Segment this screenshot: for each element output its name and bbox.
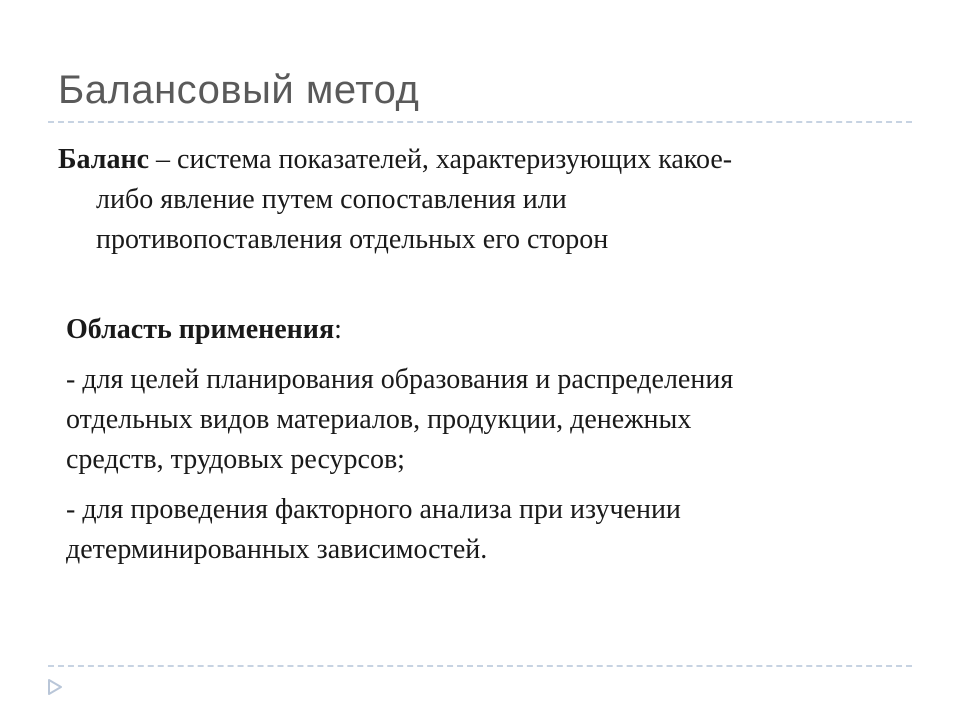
application-item-1-line-2: отдельных видов материалов, продукции, денежных bbox=[66, 404, 692, 435]
application-heading-text: Область применения bbox=[66, 314, 335, 345]
application-item-1 bbox=[66, 360, 916, 480]
application-item-1-line-1: - для целей планирования образования и распределения bbox=[66, 364, 734, 395]
application-item-1-line-3: средств, трудовых ресурсов; bbox=[66, 444, 405, 475]
application-item-2-line-2: детерминированных зависимостей. bbox=[66, 534, 488, 565]
title-divider bbox=[48, 121, 912, 123]
definition-paragraph bbox=[58, 140, 908, 260]
definition-term: Баланс bbox=[58, 144, 150, 175]
definition-line-1 bbox=[58, 144, 732, 175]
application-heading-colon: : bbox=[334, 314, 342, 345]
definition-line-2: либо явление путем сопоставления или bbox=[96, 184, 567, 215]
definition-line-3: противопоставления отдельных его сторон bbox=[96, 224, 609, 255]
application-heading bbox=[66, 310, 916, 350]
application-item-2-line-1: - для проведения факторного анализа при изучении bbox=[66, 494, 681, 525]
definition-text-1: – система показателей, характеризующих какое- bbox=[149, 144, 733, 175]
application-item-2 bbox=[66, 490, 916, 570]
slide-title: Балансовый метод bbox=[58, 68, 420, 112]
footer-divider bbox=[48, 665, 912, 667]
application-section bbox=[66, 310, 916, 580]
triangle-right-icon bbox=[46, 678, 64, 696]
